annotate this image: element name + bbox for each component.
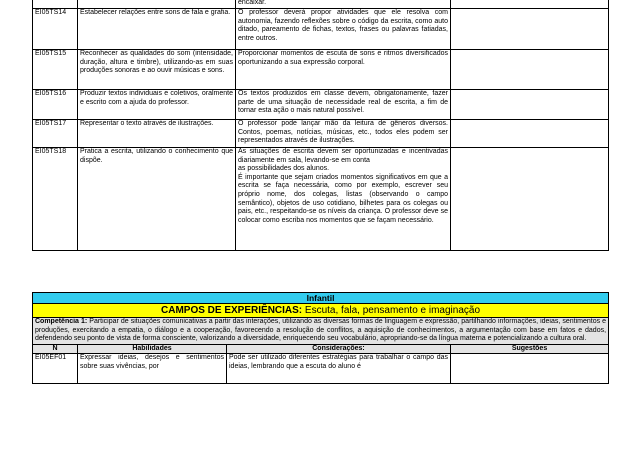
sugestoes-cell — [451, 0, 609, 9]
table-row — [33, 90, 609, 120]
header-n: N — [33, 344, 78, 354]
campos-label: CAMPOS DE EXPERIÊNCIAS: — [161, 305, 303, 316]
band-title-row — [33, 293, 609, 304]
sugestoes-cell — [451, 120, 609, 148]
header-sugestoes: Sugestões — [451, 344, 609, 354]
header-row — [33, 344, 609, 354]
sugestoes-cell — [451, 354, 609, 384]
table-row — [33, 0, 609, 9]
habilidade-cell: Reconhecer as qualidades do som (intensidade, duração, altura e timbre), utilizando-as em suas produções sonoras e ao ouvir músicas e sons. — [78, 50, 236, 90]
table-row — [33, 50, 609, 90]
competencia-row — [33, 318, 609, 345]
consideracoes-cell: Pode ser utilizado diferentes estratégias para trabalhar o campo das ideias, lembrando que a escuta do aluno é — [227, 354, 451, 384]
campos-title: Escuta, fala, pensamento e imaginação — [302, 305, 481, 316]
consideracoes-cell: Os textos produzidos em classe devem, obrigatoriamente, fazer parte de uma situação de necessidade real de escrita, a fim de tornar esta ação o mais natural possível. — [236, 90, 451, 120]
consideracoes-line: as possibilidades dos alunos. — [238, 165, 330, 173]
habilidade-cell: Pratica a escrita, utilizando o conhecimento que dispõe. — [78, 148, 236, 251]
consideracoes-cell: encaixar. — [236, 0, 451, 9]
consideracoes-cell: O professor deverá propor atividades que ele resolva com autonomia, fazendo reflexões sobre o código da escrita, como auto ditado, pareamento de fichas, textos, frases ou palavras fatiadas, entre outros. — [236, 9, 451, 50]
consideracoes-cell: O professor pode lançar mão da leitura de gêneros diversos. Contos, poemas, notícias, músicas, etc., todos eles podem ser representados através de ilustrações. — [236, 120, 451, 148]
habilidade-cell: Estabelecer relações entre sons de fala e grafia. — [78, 9, 236, 50]
campos-heading — [33, 304, 609, 318]
table-row — [33, 120, 609, 148]
table-row — [33, 148, 609, 251]
competencia-cell — [33, 318, 609, 345]
competencia-text: Participar de situações comunicativas a partir das interações, utilizando as diversas formas de linguagem e expressão, partilhando informações, ideias, sentimentos e produções, exercitando a empatia, o diálogo e a cooperação, favorecendo a resolução de conflitos, a aquisição de conhecimentos, a argumentação com base em fatos e dados, defendendo seu ponto de vista de forma consciente, valorizando a diversidade, enriquecendo seu vocabulário, apropriando-se da língua materna e potencializando a cultura oral. — [35, 318, 607, 343]
sugestoes-cell — [451, 148, 609, 251]
skills-table-bottom — [32, 292, 609, 384]
habilidade-cell — [78, 0, 236, 9]
consideracoes-cell — [236, 148, 451, 251]
header-consideracoes: Considerações: — [227, 344, 451, 354]
habilidade-cell: Representar o texto através de ilustrações. — [78, 120, 236, 148]
consideracoes-cell: Proporcionar momentos de escuta de sons e ritmos diversificados oportunizando a sua expressão corporal. — [236, 50, 451, 90]
consideracoes-line: É importante que sejam criados momentos significativos em que a escrita se faça necessária, como por exemplo, escrever seu próprio nome, dos colegas, listas (observando o campo semântico), objetos de uso cotidiano, bilhetes para os colegas ou pais, etc., respeitando-se os níveis da criança. O professor deve se colocar como escriba nos momentos que se façam necessário. — [238, 173, 448, 224]
habilidade-cell: Expressar ideias, desejos e sentimentos sobre suas vivências, por — [78, 354, 227, 384]
code-cell: EI05TS16 — [33, 90, 78, 120]
skills-table-top — [32, 0, 609, 251]
habilidade-cell: Produzir textos individuais e coletivos, oralmente e escrito com a ajuda do professor. — [78, 90, 236, 120]
code-cell: EI05EF01 — [33, 354, 78, 384]
sugestoes-cell — [451, 50, 609, 90]
table-row — [33, 354, 609, 384]
header-habilidades: Habilidades — [78, 344, 227, 354]
code-cell: EI05TS15 — [33, 50, 78, 90]
code-cell: EI05TS17 — [33, 120, 78, 148]
code-cell: EI05TS14 — [33, 9, 78, 50]
band-sub-row — [33, 304, 609, 318]
sugestoes-cell — [451, 90, 609, 120]
competencia-label: Competência 1: — [35, 318, 88, 325]
table-row — [33, 9, 609, 50]
consideracoes-line: As situações de escrita devem ser oportunizadas e incentivadas diariamente em sala, levando-se em conta — [238, 148, 448, 164]
code-cell: EI05TS18 — [33, 148, 78, 251]
band-title: Infantil — [33, 293, 609, 304]
code-cell — [33, 0, 78, 9]
sugestoes-cell — [451, 9, 609, 50]
